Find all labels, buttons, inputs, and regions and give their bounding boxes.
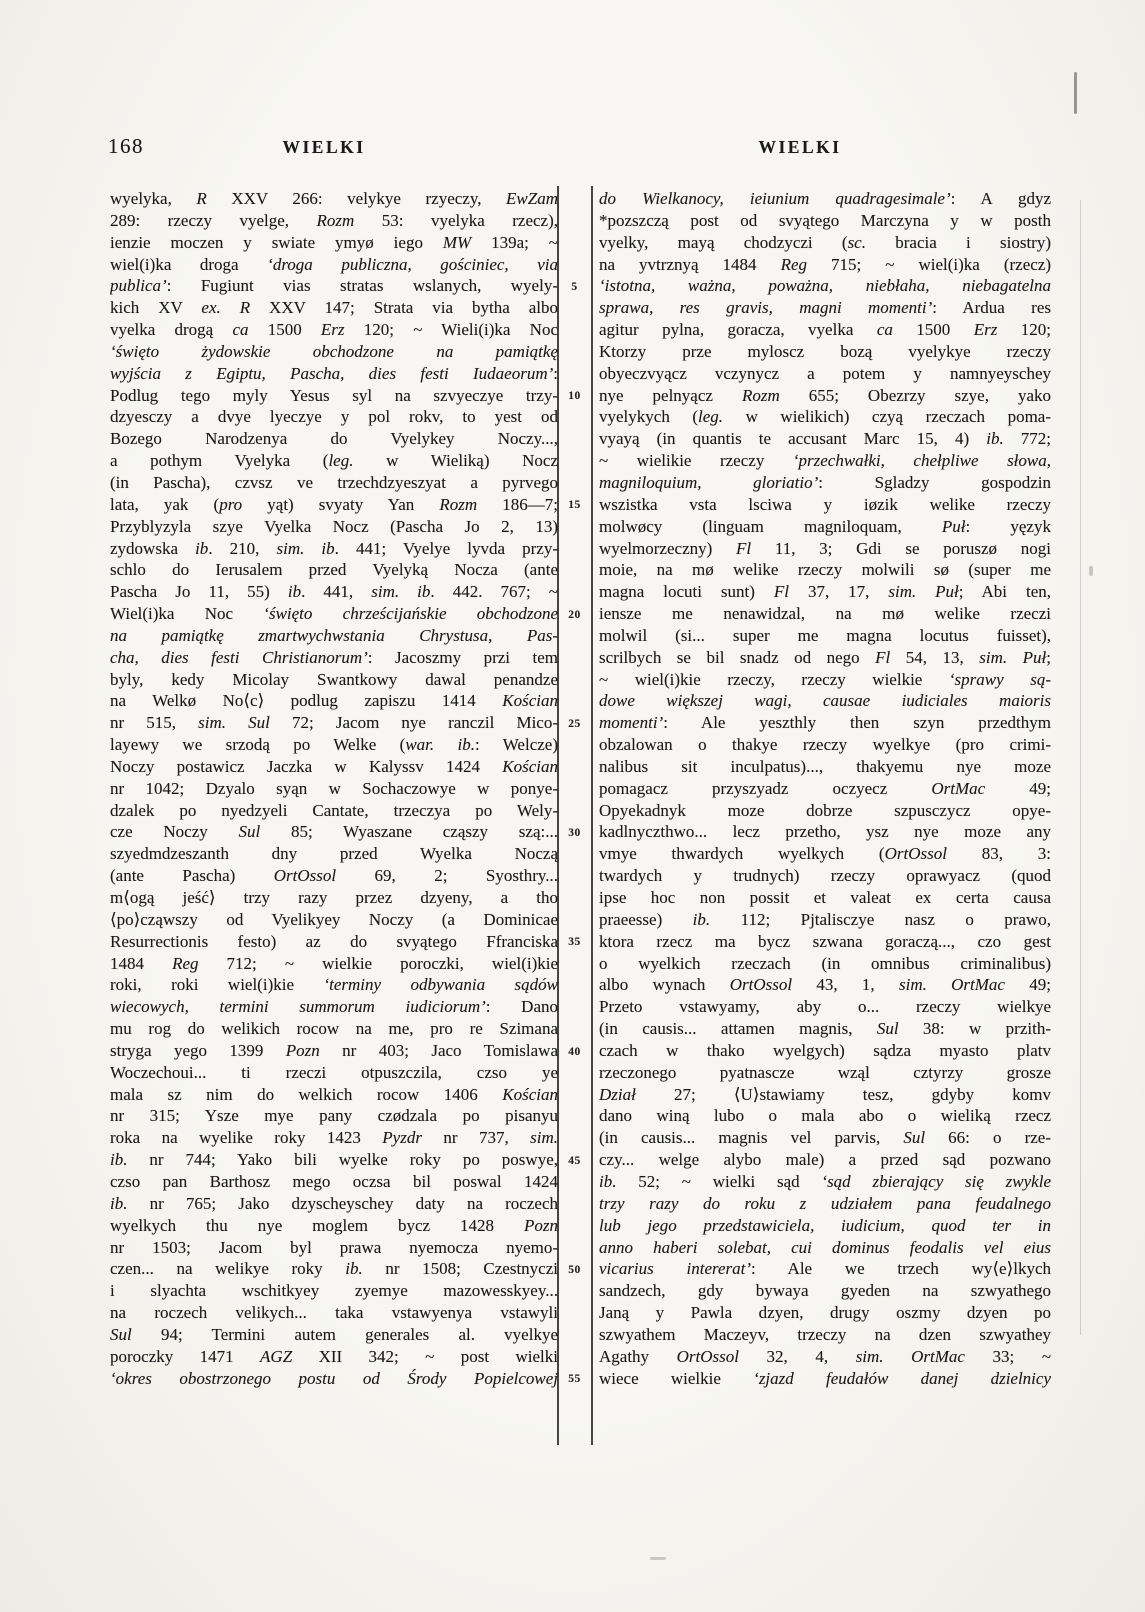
text-line: scrilbych se bil snadz od nego Fl 54, 13, sim. Puł; bbox=[599, 647, 1051, 667]
text-line: ~ wiel(i)kie rzeczy, rzeczy wielkie ‘sprawy są- bbox=[599, 669, 1051, 689]
text-line: agitur pylna, goracza, vyelka ca 1500 Erz 120; bbox=[599, 320, 1051, 340]
text-line: roka na wyelike roky 1423 Pyzdr nr 737, sim. bbox=[110, 1128, 558, 1148]
text-line: na Welkø No⟨c⟩ podlug zapiszu 1414 Kościan bbox=[110, 691, 558, 711]
text-line: wszistka vsta lsciwa y iøzik welike rzeczy bbox=[599, 494, 1051, 514]
text-line: (in Pascha), czvsz ve trzechdzyeszyat a pyrvego bbox=[110, 472, 558, 492]
text-line: stryga yego 1399 Pozn nr 403; Jaco Tomislawa bbox=[110, 1040, 558, 1060]
text-line: szwyathem Maczeyv, trzeczy na dzen szwyathey bbox=[599, 1324, 1051, 1344]
text-line: kich XV ex. R XXV 147; Strata via bytha albo bbox=[110, 298, 558, 318]
text-line: Wiel(i)ka Noc ‘święto chrześcijańskie obchodzone bbox=[110, 604, 558, 624]
text-line: a pothym Vyelyka (leg. w Wieliką) Nocz bbox=[110, 451, 558, 471]
text-line: ⟨po⟩cząwszy od Vyelikyey Noczy (a Dominicae bbox=[110, 909, 558, 929]
text-line: poroczky 1471 AGZ XII 342; ~ post wielki bbox=[110, 1346, 558, 1366]
text-line: momenti’: Ale yeszthly then szyn przedthym bbox=[599, 713, 1051, 733]
text-line: do Wielkanocy, ieiunium quadragesimale’: A gdyz bbox=[599, 189, 1051, 208]
gutter-rule-right bbox=[591, 186, 593, 1445]
scan-artifact-top-right bbox=[1074, 72, 1077, 114]
page-edge-shadow bbox=[1080, 200, 1081, 1335]
text-line: ‘okres obostrzonego postu od Środy Popielcowej bbox=[110, 1368, 558, 1388]
text-line: ipse hoc non possit et valeat ex certa causa bbox=[599, 888, 1051, 907]
text-line: ib. nr 765; Jako dzyscheyschey daty na roczech bbox=[110, 1193, 558, 1213]
text-line: czso pan Barthosz mego oczsa bil poswal 1424 bbox=[110, 1171, 558, 1191]
text-line: nr 315; Ysze mye pany czødzala po pisanyu bbox=[110, 1106, 558, 1126]
text-line: wyelkych thu nye moglem bycz 1428 Pozn bbox=[110, 1215, 558, 1235]
text-line: magniloquium, gloriatio’: Sgladzy gospodzin bbox=[599, 472, 1051, 492]
text-line: ~ wielikie rzeczy ‘przechwałki, chełpliwe słowa, bbox=[599, 451, 1051, 471]
line-number: 30 bbox=[568, 827, 581, 840]
line-number: 5 bbox=[571, 280, 578, 293]
text-line: ib. 52; ~ wielki sąd ‘sąd zbierający się zwykle bbox=[599, 1171, 1051, 1191]
text-line: obyeczvyącz vczynycz a potem y namnyeyschey bbox=[599, 363, 1051, 383]
text-line: Ktorzy prze myloscz bozą vyelykye rzeczy bbox=[599, 341, 1051, 361]
text-line: layewy we srzodą po Welke (war. ib.: Welcze) bbox=[110, 735, 558, 755]
text-line: vyelykych (leg. w wielikich) czyą rzeczach poma- bbox=[599, 407, 1051, 427]
text-line: praeesse) ib. 112; Pjtalisczye nasz o prawo, bbox=[599, 909, 1051, 929]
text-line: sandzech, gdy bywaya gyeden na szwyathego bbox=[599, 1281, 1051, 1301]
line-number-gutter bbox=[558, 188, 591, 1390]
text-line: vyelka drogą ca 1500 Erz 120; ~ Wieli(i)ka Noc bbox=[110, 320, 558, 340]
text-line: lub jego przedstawiciela, iudicium, quod ter in bbox=[599, 1215, 1051, 1235]
text-line: (in causis... attamen magnis, Sul 38: w przith- bbox=[599, 1019, 1051, 1039]
text-line: Woczechoui... ti rzeczi otpuszczila, czso ye bbox=[110, 1062, 558, 1082]
text-line: nr 515, sim. Sul 72; Jacom nye ranczil Mico- bbox=[110, 713, 558, 733]
text-line: zydowska ib. 210, sim. ib. 441; Vyelye lyvda przy- bbox=[110, 538, 558, 558]
text-line: Resurrectionis festo) az do svyątego Ffranciska bbox=[110, 931, 558, 951]
text-line: nye pelnyącz Rozm 655; Obezrzy szye, yako bbox=[599, 385, 1051, 405]
scan-artifact-mid-right bbox=[1089, 566, 1093, 576]
line-number: 20 bbox=[568, 608, 581, 621]
text-line: vmye thwardych wyelkych (OrtOssol 83, 3: bbox=[599, 844, 1051, 864]
text-line: nr 1042; Dzyalo syąn w Sochaczowye w ponye- bbox=[110, 778, 558, 798]
line-number: 25 bbox=[568, 717, 581, 730]
line-number: 45 bbox=[568, 1154, 581, 1167]
text-line: twardych y trudnych) rzeczy oprawyacz (quod bbox=[599, 866, 1051, 886]
text-line: wyjścia z Egiptu, Pascha, dies festi Iudaeorum’: bbox=[110, 363, 558, 383]
text-line: Przyblyzyla szye Vyelka Nocz (Pascha Jo 2, 13) bbox=[110, 516, 558, 536]
text-line: vyayą (in quantis te accusant Marc 15, 4) ib. 772; bbox=[599, 429, 1051, 449]
text-line: obzalowan o thakye rzeczy wyelkye (pro crimi- bbox=[599, 735, 1051, 755]
text-line: dowe większej wagi, causae iudiciales maioris bbox=[599, 691, 1051, 711]
text-line: Agathy OrtOssol 32, 4, sim. OrtMac 33; ~ bbox=[599, 1346, 1051, 1366]
text-line: mala sz nim do welkich rocow 1406 Kościan bbox=[110, 1084, 558, 1104]
text-line: dzyesczy a dvye lyeczye y pol rokv, to yest od bbox=[110, 407, 558, 427]
text-line: na roczech velikych... taka vstawyenya vstawyli bbox=[110, 1303, 558, 1323]
text-line: schlo do Ierusalem przed Vyelyką Nocza (ante bbox=[110, 560, 558, 580]
text-line: wiece wielkie ‘zjazd feudałów danej dzielnicy bbox=[599, 1368, 1051, 1388]
text-line: pomagacz przyszyadz oczyecz OrtMac 49; bbox=[599, 778, 1051, 798]
text-line: cze Noczy Sul 85; Wyaszane cząszy szą:... bbox=[110, 822, 558, 842]
line-number: 15 bbox=[568, 499, 581, 512]
text-line: ktora rzecz ma bycz szwana goraczą..., czo gest bbox=[599, 931, 1051, 951]
text-line: o wyelkich rzeczach (in omnibus criminalibus) bbox=[599, 953, 1051, 973]
text-line: wyelyka, R XXV 266: velykye rzyeczy, EwZam bbox=[110, 189, 558, 208]
text-line: wiel(i)ka droga ‘droga publiczna, gościniec, via bbox=[110, 254, 558, 274]
text-line: Bozego Narodzenya do Vyelykey Noczy..., bbox=[110, 429, 558, 449]
text-line: Dział 27; ⟨U⟩stawiamy tesz, gdyby komv bbox=[599, 1084, 1051, 1104]
text-line: magna locuti sunt) Fl 37, 17, sim. Puł; Abi ten, bbox=[599, 582, 1051, 602]
right-text-column bbox=[599, 188, 1051, 1389]
scan-artifact-bottom bbox=[650, 1557, 666, 1560]
running-head-right: WIELKI bbox=[758, 137, 842, 157]
text-line: Janą y Pawla dzyen, drugy oszmy dzyen po bbox=[599, 1303, 1051, 1323]
text-line: szyedmdzeszanth dny przed Wyelka Noczą bbox=[110, 844, 558, 864]
line-number: 35 bbox=[568, 936, 581, 949]
left-text-column bbox=[110, 188, 558, 1389]
text-line: dzalek po nyedzyeli Cantate, trzeczya po Wely- bbox=[110, 800, 558, 820]
text-line: nalibus sit inculpatus)..., thakyemu nye moze bbox=[599, 756, 1051, 776]
line-number: 40 bbox=[568, 1045, 581, 1058]
text-line: iensze me nenawidzal, na mø welike rzeczi bbox=[599, 604, 1051, 624]
text-line: Opyekadnyk moze dobrze szpusczycz opye- bbox=[599, 800, 1051, 820]
text-line: publica’: Fugiunt vias stratas wslanych, wyely- bbox=[110, 276, 558, 296]
text-line: vyelky, mayą chodzyczi (sc. bracia i siostry) bbox=[599, 232, 1051, 252]
text-line: trzy razy do roku z udziałem pana feudalnego bbox=[599, 1193, 1051, 1213]
text-line: m⟨ogą jeść⟩ trzy razy przez dzyeny, a tho bbox=[110, 888, 558, 907]
text-line: (in causis... magnis vel parvis, Sul 66: o rze- bbox=[599, 1128, 1051, 1148]
text-line: Noczy postawicz Jaczka w Kalyssv 1424 Kościan bbox=[110, 756, 558, 776]
text-line: Podlug tego myly Yesus syl na szvyeczye trzy- bbox=[110, 385, 558, 405]
text-line: lata, yak (pro yąt) svyaty Yan Rozm 186—7; bbox=[110, 494, 558, 514]
text-line: ‘święto żydowskie obchodzone na pamiątkę bbox=[110, 341, 558, 361]
text-line: nr 1503; Jacom byl prawa nyemocza nyemo- bbox=[110, 1237, 558, 1257]
text-line: mu rog do welikich rocow na me, pro re Szimana bbox=[110, 1019, 558, 1039]
text-line: 1484 Reg 712; ~ wielkie poroczki, wiel(i)kie bbox=[110, 953, 558, 973]
text-line: Pascha Jo 11, 55) ib. 441, sim. ib. 442. 767; ~ bbox=[110, 582, 558, 602]
text-line: ienzie moczen y swiate ymyø iego MW 139a; ~ bbox=[110, 232, 558, 252]
text-line: vicarius intererat’: Ale we trzech wy⟨e⟩lkych bbox=[599, 1259, 1051, 1279]
text-line: na pamiątkę zmartwychwstania Chrystusa, Pas- bbox=[110, 625, 558, 645]
line-number: 10 bbox=[568, 390, 581, 403]
text-line: albo wynach OrtOssol 43, 1, sim. OrtMac 49; bbox=[599, 975, 1051, 995]
text-line: dano winą lubo o mala abo o wieliką rzecz bbox=[599, 1106, 1051, 1126]
text-line: Przeto vstawyamy, aby o... rzeczy wielkye bbox=[599, 997, 1051, 1017]
text-line: *pozszczą post od svyątego Marczyna y w posth bbox=[599, 210, 1051, 230]
text-line: ib. nr 744; Yako bili wyelke roky po poswye, bbox=[110, 1150, 558, 1170]
line-number: 55 bbox=[568, 1373, 581, 1386]
text-line: roki, roki wiel(i)kie ‘terminy odbywania sądów bbox=[110, 975, 558, 995]
text-line: na yvtrznyą 1484 Reg 715; ~ wiel(i)ka (rzecz) bbox=[599, 254, 1051, 274]
text-line: Sul 94; Termini autem generales al. vyelkye bbox=[110, 1324, 558, 1344]
text-line: wiecowych, termini summorum iudiciorum’: Dano bbox=[110, 997, 558, 1017]
text-line: (ante Pascha) OrtOssol 69, 2; Syosthry... bbox=[110, 866, 558, 886]
text-line: molwil (si... super me magna locutus fuisset), bbox=[599, 625, 1051, 645]
running-head-left: WIELKI bbox=[282, 137, 366, 157]
text-line: i slyachta wschitkyey zyemye mazowesskyey... bbox=[110, 1281, 558, 1301]
text-line: kadlnyczthwo... lecz przetho, ysz nye moze any bbox=[599, 822, 1051, 842]
text-line: molwøcy (linguam magniloquam, Puł: yęzyk bbox=[599, 516, 1051, 536]
text-line: 289: rzeczy vyelge, Rozm 53: vyelyka rzecz), bbox=[110, 210, 558, 230]
text-line: wyelmorzeczny) Fl 11, 3; Gdi se poruszø nogi bbox=[599, 538, 1051, 558]
line-number: 50 bbox=[568, 1264, 581, 1277]
page-number: 168 bbox=[108, 134, 144, 158]
text-line: cha, dies festi Christianorum’: Jacoszmy przi tem bbox=[110, 647, 558, 667]
text-line: rzeczonego pyatnascze wząl cztyrzy grosze bbox=[599, 1062, 1051, 1082]
text-line: czy... welge alybo male) a przed sąd pozwano bbox=[599, 1150, 1051, 1170]
text-line: ‘istotna, ważna, poważna, niebłaha, niebagatelna bbox=[599, 276, 1051, 296]
text-line: sprawa, res gravis, magni momenti’: Ardua res bbox=[599, 298, 1051, 318]
text-line: czen... na welikye roky ib. nr 1508; Czestnyczi bbox=[110, 1259, 558, 1279]
text-line: moie, na mø welike rzeczy molwili sø (super me bbox=[599, 560, 1051, 580]
text-line: czach w thako wyelgych) sądza myasto platv bbox=[599, 1040, 1051, 1060]
text-line: anno haberi solebat, cui dominus feodalis vel eius bbox=[599, 1237, 1051, 1257]
text-line: byly, kedy Micolay Swantkowy dawal penandze bbox=[110, 669, 558, 689]
